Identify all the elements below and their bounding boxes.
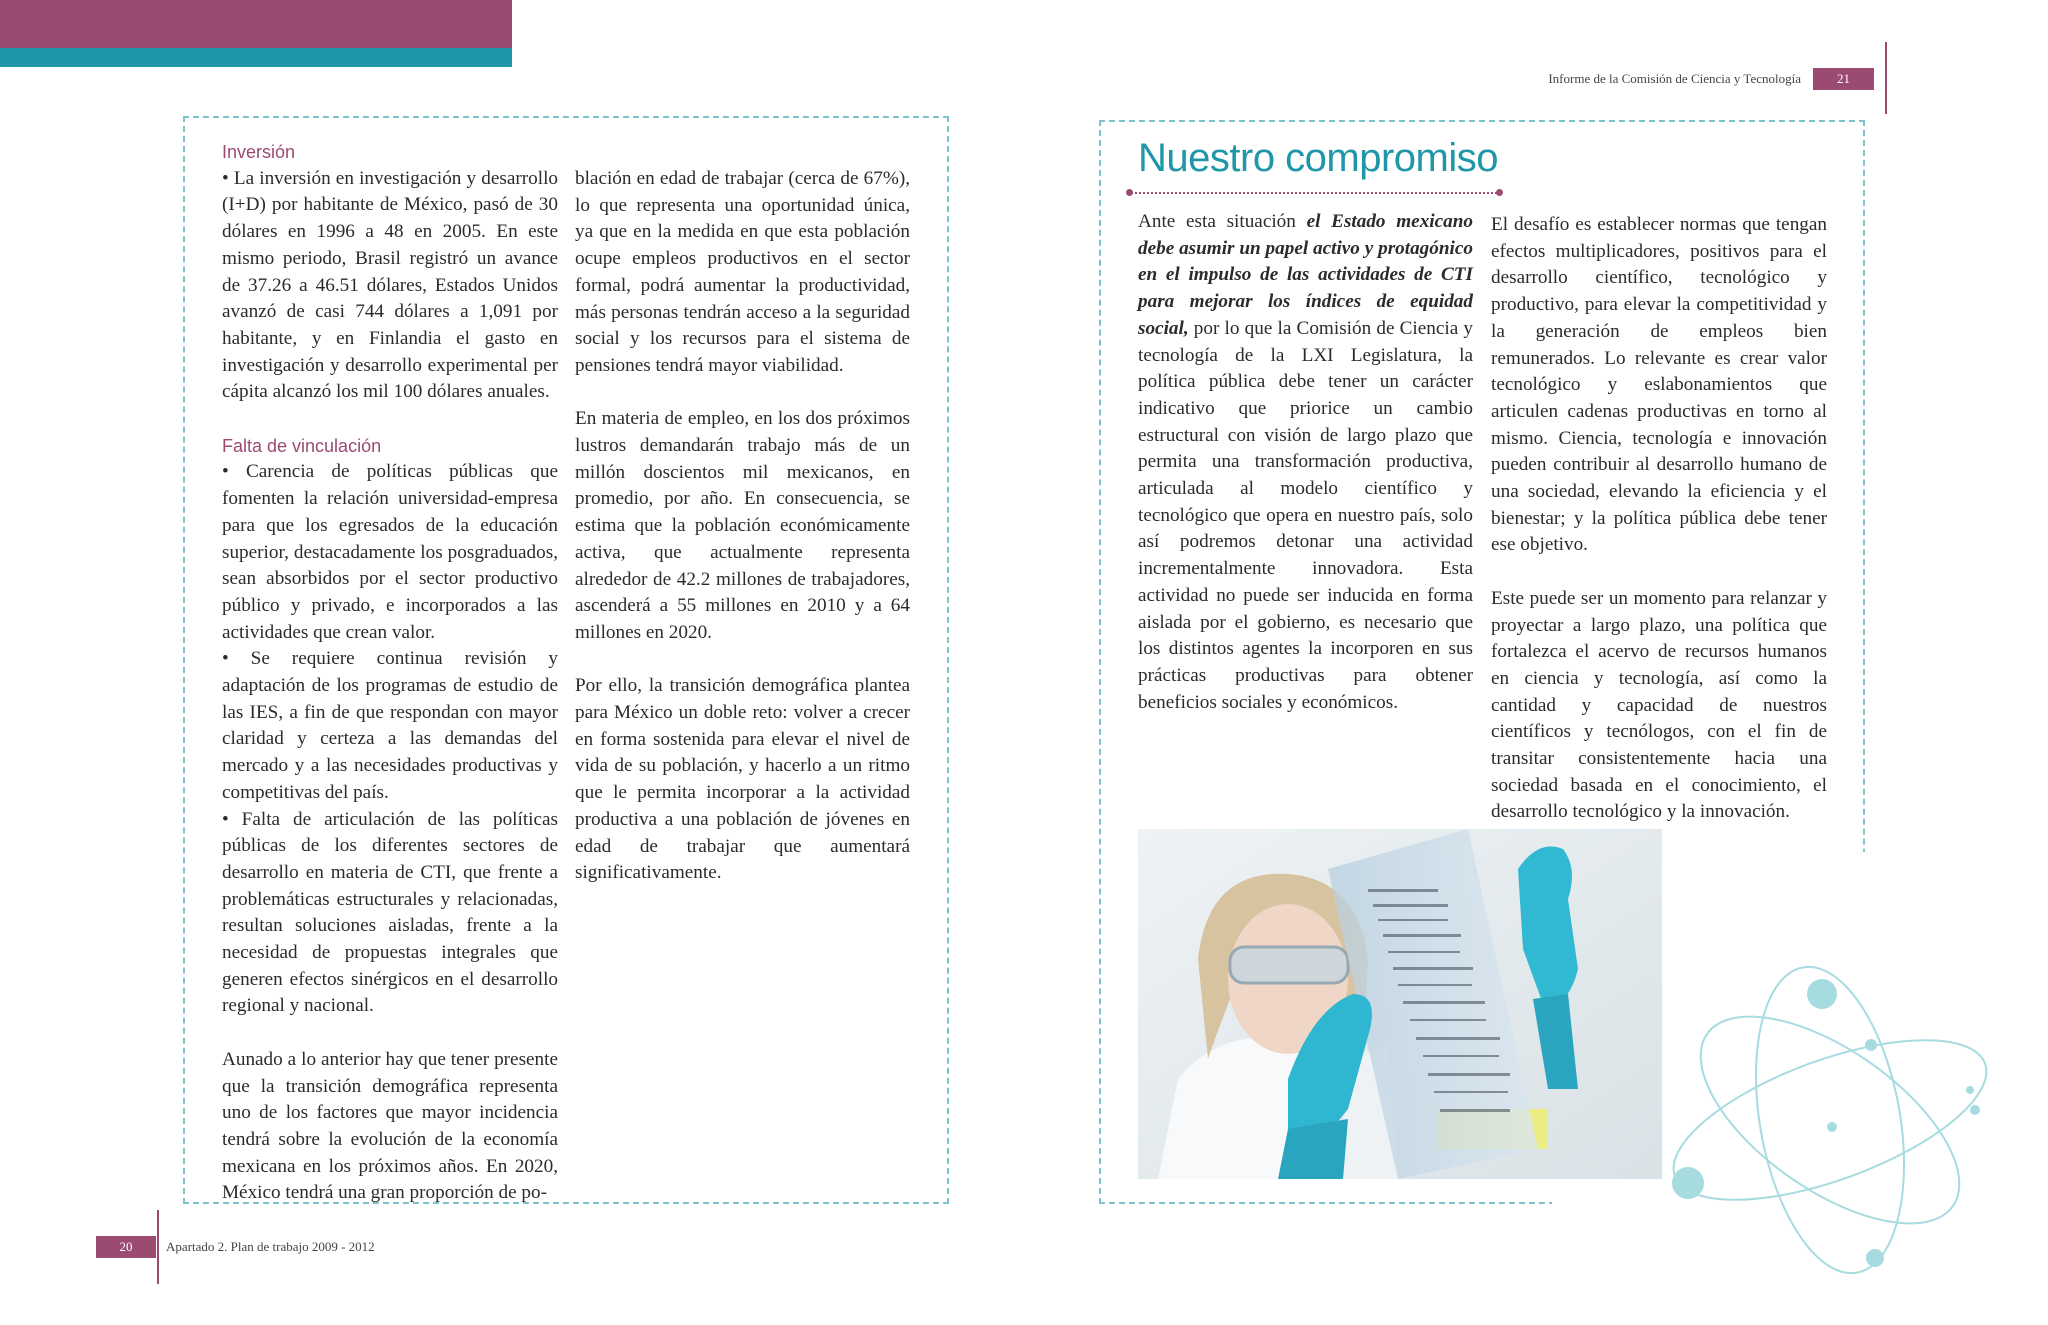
paragraph-empleo: En materia de empleo, en los dos próximos lustros demandarán trabajo más de un millón doscientos mil mexicanos, en promedio, por año. En consecuencia, se estima que la población económicamente activa, que actualmente representa alrededor de 42.2 millones de trabajadores, ascenderá a 55 millones en 2010 y a 64 millones en 2020. xyxy=(575,408,910,643)
atom-decoration-icon xyxy=(1660,960,2000,1280)
situacion-lead: Ante esta situación xyxy=(1138,211,1307,232)
page-number-left: 20 xyxy=(96,1236,156,1258)
header-rule xyxy=(1885,42,1887,114)
paragraph-reto: Por ello, la transición demográfica plantea para México un doble reto: volver a crecer en forma sostenida para elevar el nivel de vida de su población, y hacerlo a un ritmo que le permita incorporar a la actividad productiva a una población de jóvenes en edad de trabajar que aumentará significativamente. xyxy=(575,675,910,884)
page-number-right: 21 xyxy=(1813,68,1874,90)
title-divider-dot-right xyxy=(1496,189,1503,196)
running-head xyxy=(1548,68,1874,90)
situacion-emphasis: el Estado mexicano debe asumir un papel activo y protagónico en el impulso de las actividades de CTI para mejorar los índices de equidad social, xyxy=(1138,211,1473,339)
paragraph-poblacion: blación en edad de trabajar (cerca de 67%), lo que representa una oportunidad única, ya que en la medida en que esta población ocupe empleos productivos en el sector formal, podrá aumentar la productividad, más personas tendrán acceso a la seguridad social y los recursos para el sistema de pensiones tendrá mayor viabilidad. xyxy=(575,168,910,376)
page-footer xyxy=(96,1236,375,1258)
paragraph-desafio: El desafío es establecer normas que tengan efectos multiplicadores, positivos para el desarrollo científico, tecnológico y productivo, para elevar la competitividad y la generación de empleos bien remunerados. Lo relevante es crear valor tecnológico y eslabonamientos que articulen cadenas productivas en torno al mismo. Ciencia, tecnología e innovación pueden contribuir al desarrollo humano de una sociedad, elevando la eficiencia y el bienestar; y la política pública debe tener ese objetivo. xyxy=(1491,214,1827,556)
right-column-2 xyxy=(1491,212,1827,826)
top-band-teal xyxy=(0,48,512,67)
scientist-examining-dna-film-photo xyxy=(1138,829,1662,1179)
bullet-articulacion: • Falta de articulación de las políticas públicas de los diferentes sectores de desarrollo en materia de CTI, que frente a problemáticas estructurales y relacionadas, resultan soluciones aisladas, frente a la necesidad de propuestas integrales que generen efectos sinérgicos en el desarrollo regional y nacional. xyxy=(222,808,558,1017)
situacion-body: por lo que la Comisión de Ciencia y tecnología de la LXI Legislatura, la política pública debe tener un carácter indicativo que priorice un cambio estructural con visión de largo plazo que permita una transformación productiva, articulada al modelo científico y tecnológico que opera en nuestro país, solo así podremos detonar una actividad incrementalmente innovadora. Esta actividad no puede ser inducida en forma aislada por el gobierno, es necesario que los distintos agentes la incorporen en sus prácticas productivas para obtener beneficios sociales y económicos. xyxy=(1138,317,1473,713)
left-column-2 xyxy=(575,166,910,887)
left-column-1 xyxy=(222,139,558,1207)
paragraph-situacion xyxy=(1138,209,1473,716)
paragraph-momento: Este puede ser un momento para relanzar y proyectar a largo plazo, una política que fortalezca el acervo de recursos humanos en ciencia y tecnología, así como la cantidad y capacidad de nuestros científicos y tecnólogos, con el fin de transitar consistentemente hacia una sociedad basada en el conocimiento, el desarrollo tecnológico y la innovación. xyxy=(1491,587,1827,823)
paragraph-inversion: • La inversión en investigación y desarrollo (I+D) por habitante de México, pasó de 30 dólares en 1996 a 48 en 2005. En este mismo periodo, Brasil registró un avance de 37.26 a 46.51 dólares, Estados Unidos avanzó de casi 744 dólares a 1,091 por habitante, y en Finlandia el gasto en investigación y desarrollo experimental per cápita alcanzó los mil 100 dólares anuales. xyxy=(222,167,558,403)
bullet-politicas: • Carencia de políticas públicas que fomenten la relación universidad-empresa para que los egresados de la educación superior, destacadamente los posgraduados, sean absorbidos por el sector productivo público y privado, e incorporados a las actividades que crean valor. xyxy=(222,461,558,643)
title-divider-dot-left xyxy=(1126,189,1133,196)
footer-title: Apartado 2. Plan de trabajo 2009 - 2012 xyxy=(166,1239,375,1254)
title-divider xyxy=(1128,192,1500,194)
bullet-revision: • Se requiere continua revisión y adaptación de los programas de estudio de las IES, a fin de que respondan con mayor claridad y certeza a las demandas del mercado y a las necesidades productivas y competitivas del país. xyxy=(222,648,558,803)
subheading-inversion: Inversión xyxy=(222,142,296,162)
section-title: Nuestro compromiso xyxy=(1138,136,1499,180)
right-column-1 xyxy=(1138,209,1473,716)
scientist-photo xyxy=(1138,829,1662,1179)
subheading-vinculacion: Falta de vinculación xyxy=(222,435,382,456)
top-band-magenta xyxy=(0,0,512,48)
paragraph-aunado: Aunado a lo anterior hay que tener presente que la transición demográfica representa uno de los factores que mayor incidencia tendrá sobre la evolución de la economía mexicana en los próximos años. En 2020, México tendrá una gran proporción de po- xyxy=(222,1048,558,1204)
running-head-title: Informe de la Comisión de Ciencia y Tecnología xyxy=(1548,71,1801,86)
